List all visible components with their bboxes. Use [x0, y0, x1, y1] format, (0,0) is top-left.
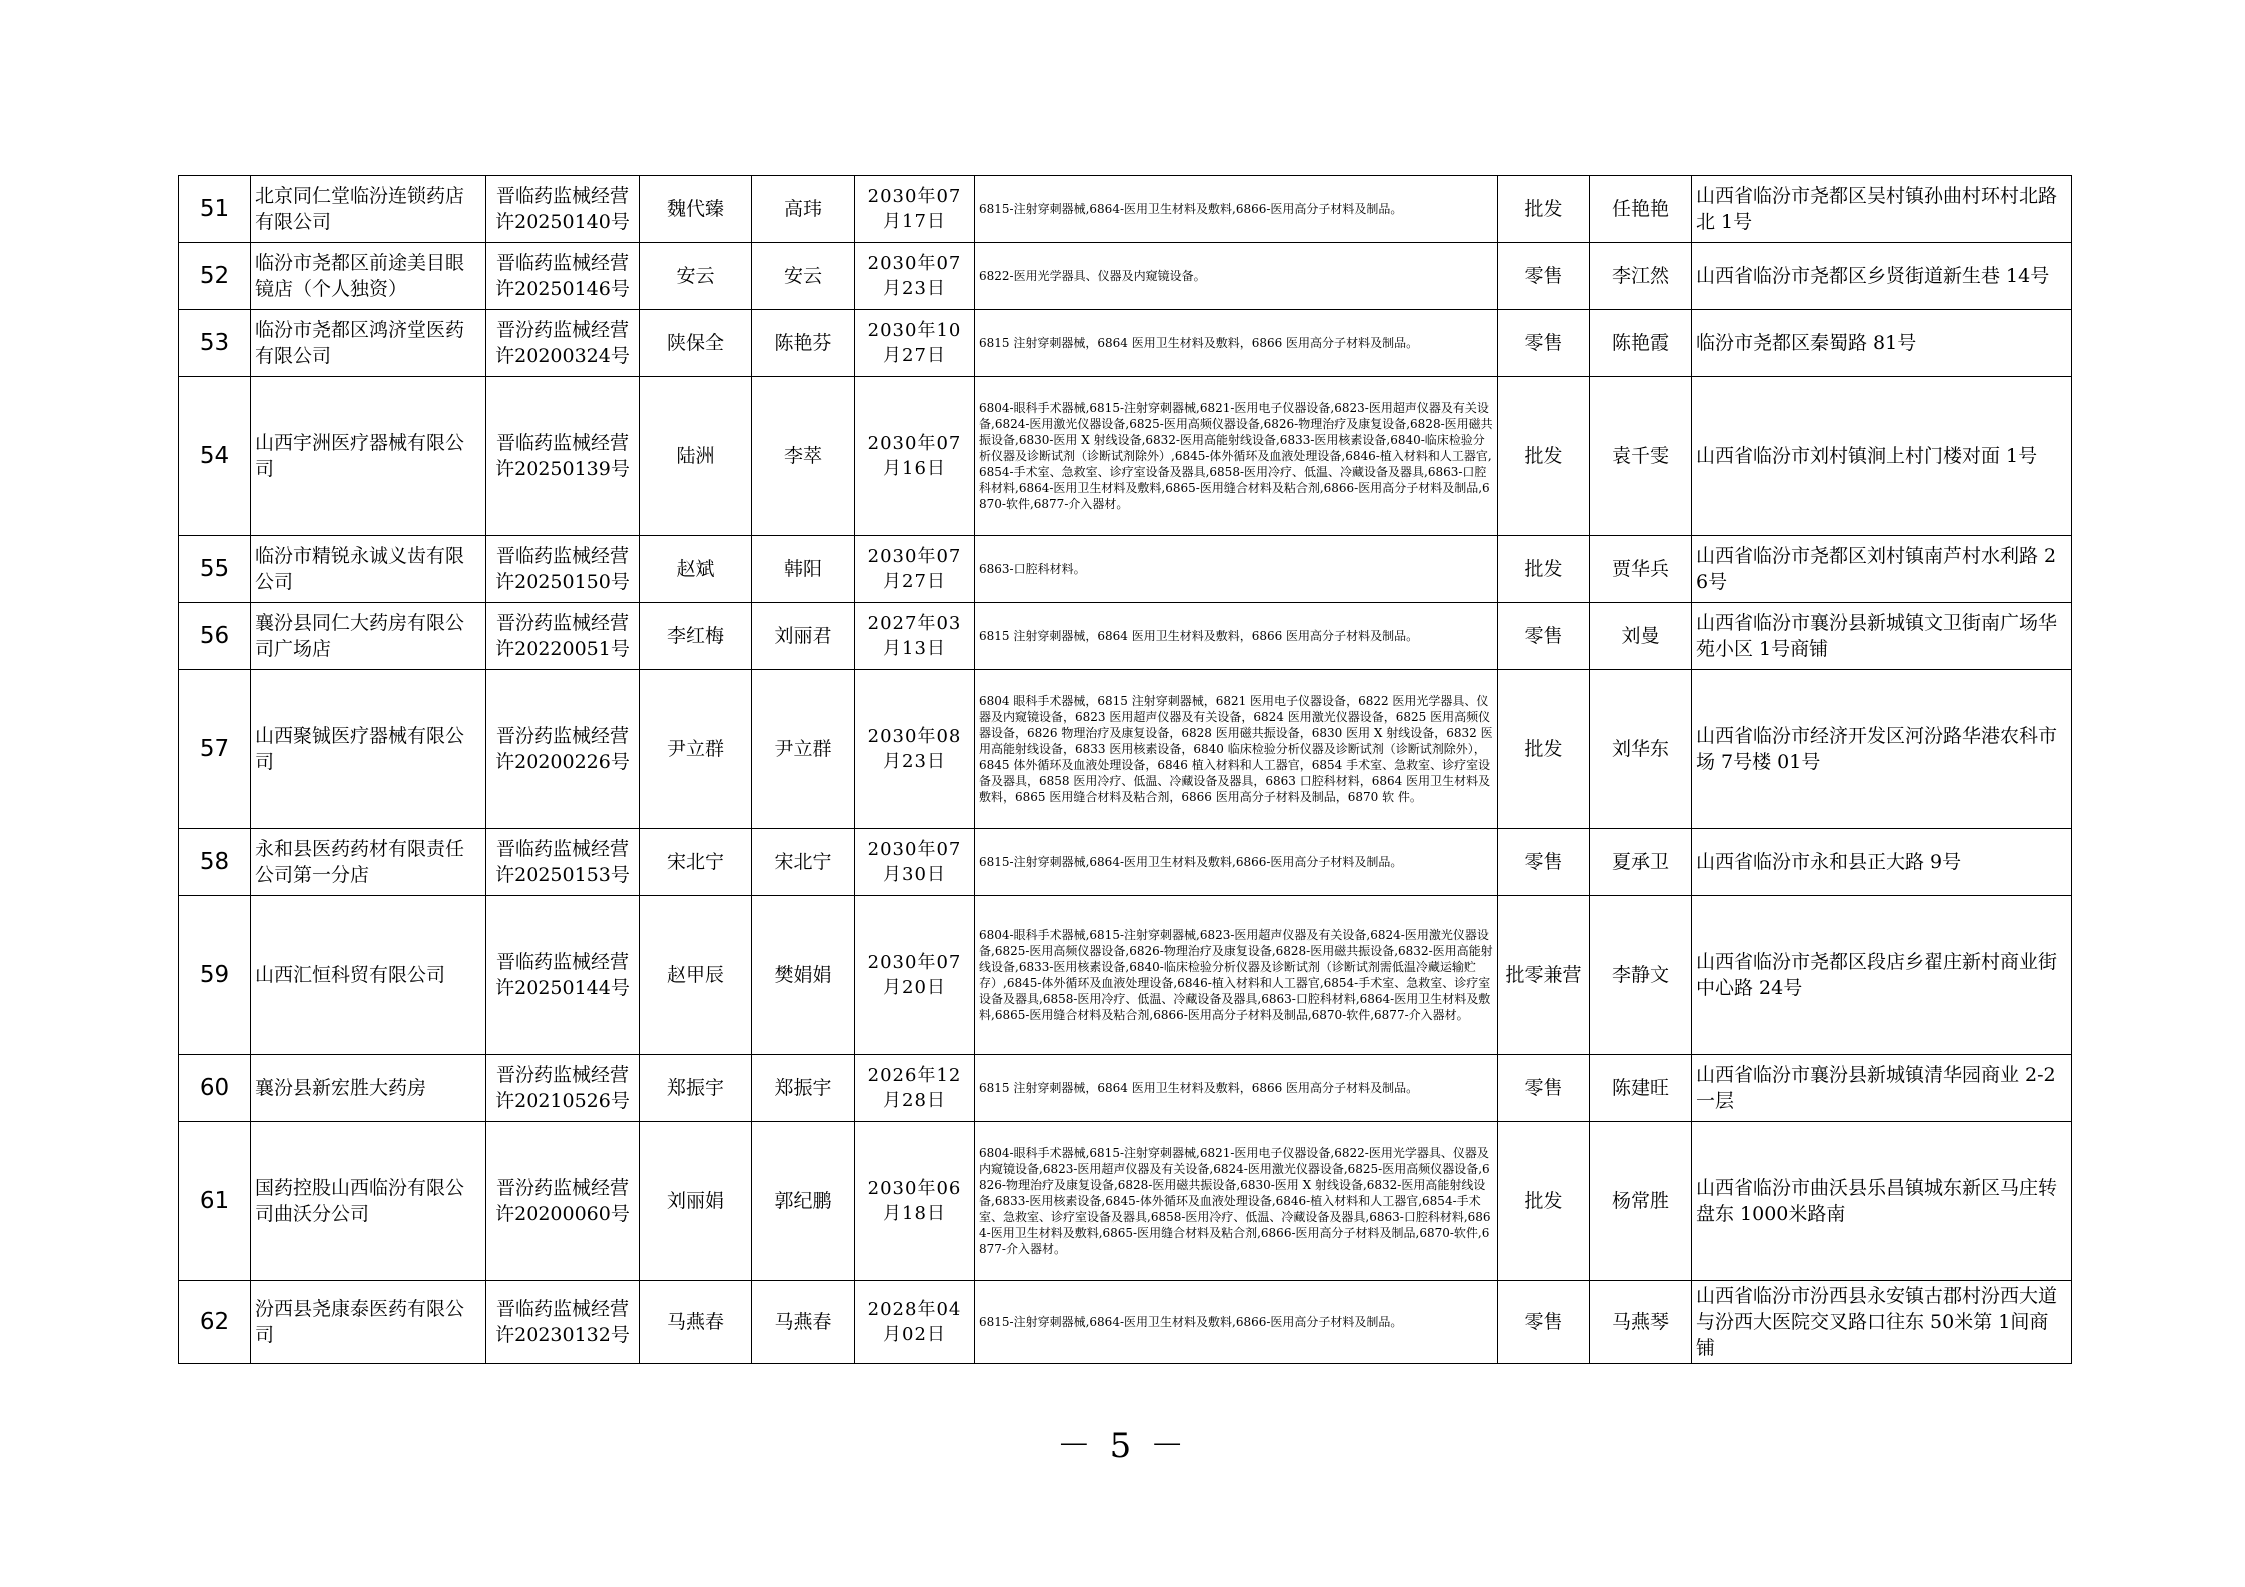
legal-representative: 赵斌 [640, 536, 752, 603]
business-scope: 6815 注射穿刺器械，6864 医用卫生材料及敷料，6866 医用高分子材料及制品。 [975, 310, 1498, 377]
expiry-date: 2030年07月17日 [855, 176, 975, 243]
quality-manager: 刘曼 [1590, 603, 1692, 670]
address: 临汾市尧都区秦蜀路 81号 [1692, 310, 2072, 377]
expiry-date: 2030年07月27日 [855, 536, 975, 603]
expiry-date: 2027年03月13日 [855, 603, 975, 670]
quality-manager: 任艳艳 [1590, 176, 1692, 243]
company-name: 国药控股山西临汾有限公司曲沃分公司 [251, 1122, 486, 1281]
quality-manager: 夏承卫 [1590, 829, 1692, 896]
enterprise-head: 樊娟娟 [752, 896, 855, 1055]
company-name: 永和县医药药材有限责任公司第一分店 [251, 829, 486, 896]
legal-representative: 郑振宇 [640, 1055, 752, 1122]
business-scope: 6815 注射穿刺器械，6864 医用卫生材料及敷料，6866 医用高分子材料及制品。 [975, 603, 1498, 670]
legal-representative: 宋北宁 [640, 829, 752, 896]
enterprise-head: 郭纪鹏 [752, 1122, 855, 1281]
quality-manager: 杨常胜 [1590, 1122, 1692, 1281]
legal-representative: 刘丽娟 [640, 1122, 752, 1281]
business-scope: 6804-眼科手术器械,6815-注射穿刺器械,6821-医用电子仪器设备,6823-医用超声仪器及有关设备,6824-医用激光仪器设备,6825-医用高频仪器设备,6826-物理治疗及康复设备,6828-医用磁共振设备,6830-医用 X 射线设备,6832-医用高能射线设备,6833-医用核素设备,6840-临床检验分析仪器及诊断试剂（诊断试剂除外）,6845-体外循环及血液处理设备,6846-植入材料和人工器官,6854-手术室、急救室、诊疗室设备及器具,6858-医用冷疗、低温、冷藏设备及器具,6863-口腔科材料,6864-医用卫生材料及敷料,6865-医用缝合材料及粘合剂,6866-医用高分子材料及制品,6870-软件,6877-介入器材。 [975, 377, 1498, 536]
row-number: 56 [179, 603, 251, 670]
address: 山西省临汾市刘村镇涧上村门楼对面 1号 [1692, 377, 2072, 536]
company-name: 临汾市尧都区前途美目眼镜店（个人独资） [251, 243, 486, 310]
row-number: 55 [179, 536, 251, 603]
quality-manager: 陈建旺 [1590, 1055, 1692, 1122]
license-number: 晋汾药监械经营许20200226号 [486, 670, 640, 829]
legal-representative: 赵甲辰 [640, 896, 752, 1055]
page-number: － 5 － [1056, 1426, 1189, 1466]
address: 山西省临汾市尧都区刘村镇南芦村水利路 26号 [1692, 536, 2072, 603]
table-row [179, 176, 2072, 243]
business-scope: 6804-眼科手术器械,6815-注射穿刺器械,6821-医用电子仪器设备,6822-医用光学器具、仪器及内窥镜设备,6823-医用超声仪器及有关设备,6824-医用激光仪器设备,6825-医用高频仪器设备,6826-物理治疗及康复设备,6828-医用磁共振设备,6830-医用 X 射线设备,6832-医用高能射线设备,6833-医用核素设备,6845-体外循环及血液处理设备,6846-植入材料和人工器官,6854-手术室、急救室、诊疗室设备及器具,6858-医用冷疗、低温、冷藏设备及器具,6863-口腔科材料,6864-医用卫生材料及敷料,6865-医用缝合材料及粘合剂,6866-医用高分子材料及制品,6870-软件,6877-介入器材。 [975, 1122, 1498, 1281]
business-mode: 批发 [1498, 536, 1590, 603]
company-name: 山西宇洲医疗器械有限公司 [251, 377, 486, 536]
company-name: 临汾市尧都区鸿济堂医药有限公司 [251, 310, 486, 377]
business-scope: 6815-注射穿刺器械,6864-医用卫生材料及敷料,6866-医用高分子材料及制品。 [975, 1281, 1498, 1364]
enterprise-head: 马燕春 [752, 1281, 855, 1364]
license-number: 晋临药监械经营许20250144号 [486, 896, 640, 1055]
quality-manager: 李静文 [1590, 896, 1692, 1055]
company-name: 襄汾县新宏胜大药房 [251, 1055, 486, 1122]
company-name: 襄汾县同仁大药房有限公司广场店 [251, 603, 486, 670]
table-row [179, 377, 2072, 536]
license-number: 晋临药监械经营许20250150号 [486, 536, 640, 603]
table-row [179, 1281, 2072, 1364]
address: 山西省临汾市尧都区乡贤街道新生巷 14号 [1692, 243, 2072, 310]
expiry-date: 2026年12月28日 [855, 1055, 975, 1122]
expiry-date: 2030年07月23日 [855, 243, 975, 310]
table-row [179, 896, 2072, 1055]
license-number: 晋临药监械经营许20250153号 [486, 829, 640, 896]
address: 山西省临汾市襄汾县新城镇文卫街南广场华苑小区 1号商铺 [1692, 603, 2072, 670]
business-mode: 零售 [1498, 1281, 1590, 1364]
quality-manager: 袁千雯 [1590, 377, 1692, 536]
enterprise-head: 安云 [752, 243, 855, 310]
row-number: 60 [179, 1055, 251, 1122]
business-scope: 6863-口腔科材料。 [975, 536, 1498, 603]
business-mode: 零售 [1498, 603, 1590, 670]
business-mode: 零售 [1498, 1055, 1590, 1122]
enterprise-head: 郑振宇 [752, 1055, 855, 1122]
legal-representative: 陆洲 [640, 377, 752, 536]
address: 山西省临汾市经济开发区河汾路华港农科市场 7号楼 01号 [1692, 670, 2072, 829]
table-row [179, 536, 2072, 603]
enterprise-head: 高玮 [752, 176, 855, 243]
expiry-date: 2030年10月27日 [855, 310, 975, 377]
license-table [178, 175, 2072, 1364]
company-name: 山西汇恒科贸有限公司 [251, 896, 486, 1055]
row-number: 57 [179, 670, 251, 829]
company-name: 北京同仁堂临汾连锁药店有限公司 [251, 176, 486, 243]
expiry-date: 2028年04月02日 [855, 1281, 975, 1364]
expiry-date: 2030年07月30日 [855, 829, 975, 896]
business-scope: 6815-注射穿刺器械,6864-医用卫生材料及敷料,6866-医用高分子材料及制品。 [975, 829, 1498, 896]
license-number: 晋汾药监械经营许20210526号 [486, 1055, 640, 1122]
enterprise-head: 陈艳芬 [752, 310, 855, 377]
legal-representative: 陕保全 [640, 310, 752, 377]
legal-representative: 李红梅 [640, 603, 752, 670]
address: 山西省临汾市尧都区吴村镇孙曲村环村北路北 1号 [1692, 176, 2072, 243]
legal-representative: 尹立群 [640, 670, 752, 829]
legal-representative: 魏代臻 [640, 176, 752, 243]
business-scope: 6822-医用光学器具、仪器及内窥镜设备。 [975, 243, 1498, 310]
company-name: 山西聚铖医疗器械有限公司 [251, 670, 486, 829]
business-mode: 批零兼营 [1498, 896, 1590, 1055]
address: 山西省临汾市永和县正大路 9号 [1692, 829, 2072, 896]
row-number: 58 [179, 829, 251, 896]
license-number: 晋汾药监械经营许20220051号 [486, 603, 640, 670]
business-scope: 6815 注射穿刺器械，6864 医用卫生材料及敷料，6866 医用高分子材料及制品。 [975, 1055, 1498, 1122]
expiry-date: 2030年06月18日 [855, 1122, 975, 1281]
quality-manager: 马燕琴 [1590, 1281, 1692, 1364]
table-body [179, 176, 2072, 1364]
table-row [179, 603, 2072, 670]
business-mode: 零售 [1498, 310, 1590, 377]
business-scope: 6804-眼科手术器械,6815-注射穿刺器械,6823-医用超声仪器及有关设备,6824-医用激光仪器设备,6825-医用高频仪器设备,6826-物理治疗及康复设备,6828-医用磁共振设备,6832-医用高能射线设备,6833-医用核素设备,6840-临床检验分析仪器及诊断试剂（诊断试剂需低温冷藏运输贮存）,6845-体外循环及血液处理设备,6846-植入材料和人工器官,6854-手术室、急救室、诊疗室设备及器具,6858-医用冷疗、低温、冷藏设备及器具,6863-口腔科材料,6864-医用卫生材料及敷料,6865-医用缝合材料及粘合剂,6866-医用高分子材料及制品,6870-软件,6877-介入器材。 [975, 896, 1498, 1055]
row-number: 54 [179, 377, 251, 536]
business-mode: 批发 [1498, 377, 1590, 536]
row-number: 59 [179, 896, 251, 1055]
business-mode: 批发 [1498, 670, 1590, 829]
table-row [179, 1122, 2072, 1281]
enterprise-head: 李萃 [752, 377, 855, 536]
row-number: 52 [179, 243, 251, 310]
legal-representative: 马燕春 [640, 1281, 752, 1364]
enterprise-head: 宋北宁 [752, 829, 855, 896]
table-row [179, 670, 2072, 829]
row-number: 62 [179, 1281, 251, 1364]
business-mode: 批发 [1498, 1122, 1590, 1281]
license-number: 晋临药监械经营许20250139号 [486, 377, 640, 536]
quality-manager: 刘华东 [1590, 670, 1692, 829]
expiry-date: 2030年08月23日 [855, 670, 975, 829]
business-mode: 零售 [1498, 829, 1590, 896]
quality-manager: 陈艳霞 [1590, 310, 1692, 377]
enterprise-head: 刘丽君 [752, 603, 855, 670]
quality-manager: 贾华兵 [1590, 536, 1692, 603]
business-mode: 批发 [1498, 176, 1590, 243]
address: 山西省临汾市尧都区段店乡翟庄新村商业街中心路 24号 [1692, 896, 2072, 1055]
enterprise-head: 韩阳 [752, 536, 855, 603]
row-number: 53 [179, 310, 251, 377]
expiry-date: 2030年07月16日 [855, 377, 975, 536]
company-name: 临汾市精锐永诚义齿有限公司 [251, 536, 486, 603]
row-number: 61 [179, 1122, 251, 1281]
legal-representative: 安云 [640, 243, 752, 310]
license-number: 晋临药监械经营许20250140号 [486, 176, 640, 243]
license-number: 晋临药监械经营许20250146号 [486, 243, 640, 310]
address: 山西省临汾市襄汾县新城镇清华园商业 2-2一层 [1692, 1055, 2072, 1122]
table-row [179, 829, 2072, 896]
expiry-date: 2030年07月20日 [855, 896, 975, 1055]
license-number: 晋临药监械经营许20230132号 [486, 1281, 640, 1364]
quality-manager: 李江然 [1590, 243, 1692, 310]
address: 山西省临汾市汾西县永安镇古郡村汾西大道与汾西大医院交叉路口往东 50米第 1间商铺 [1692, 1281, 2072, 1364]
table-row [179, 1055, 2072, 1122]
table-row [179, 310, 2072, 377]
license-number: 晋汾药监械经营许20200060号 [486, 1122, 640, 1281]
business-mode: 零售 [1498, 243, 1590, 310]
enterprise-head: 尹立群 [752, 670, 855, 829]
table-row [179, 243, 2072, 310]
license-number: 晋汾药监械经营许20200324号 [486, 310, 640, 377]
address: 山西省临汾市曲沃县乐昌镇城东新区马庄转盘东 1000米路南 [1692, 1122, 2072, 1281]
business-scope: 6804 眼科手术器械，6815 注射穿刺器械，6821 医用电子仪器设备，6822 医用光学器具、仪器及内窥镜设备，6823 医用超声仪器及有关设备，6824 医用激光仪器设备，6825 医用高频仪器设备，6826 物理治疗及康复设备，6828 医用磁共振设备，6830 医用 X 射线设备，6832 医用高能射线设备，6833 医用核素设备，6840 临床检验分析仪器及诊断试剂（诊断试剂除外），6845 体外循环及血液处理设备，6846 植入材料和人工器官，6854 手术室、急救室、诊疗室设备及器具，6858 医用冷疗、低温、冷藏设备及器具，6863 口腔科材料，6864 医用卫生材料及敷料，6865 医用缝合材料及粘合剂，6866 医用高分子材料及制品，6870 软 件。 [975, 670, 1498, 829]
business-scope: 6815-注射穿刺器械,6864-医用卫生材料及敷料,6866-医用高分子材料及制品。 [975, 176, 1498, 243]
row-number: 51 [179, 176, 251, 243]
company-name: 汾西县尧康泰医药有限公司 [251, 1281, 486, 1364]
